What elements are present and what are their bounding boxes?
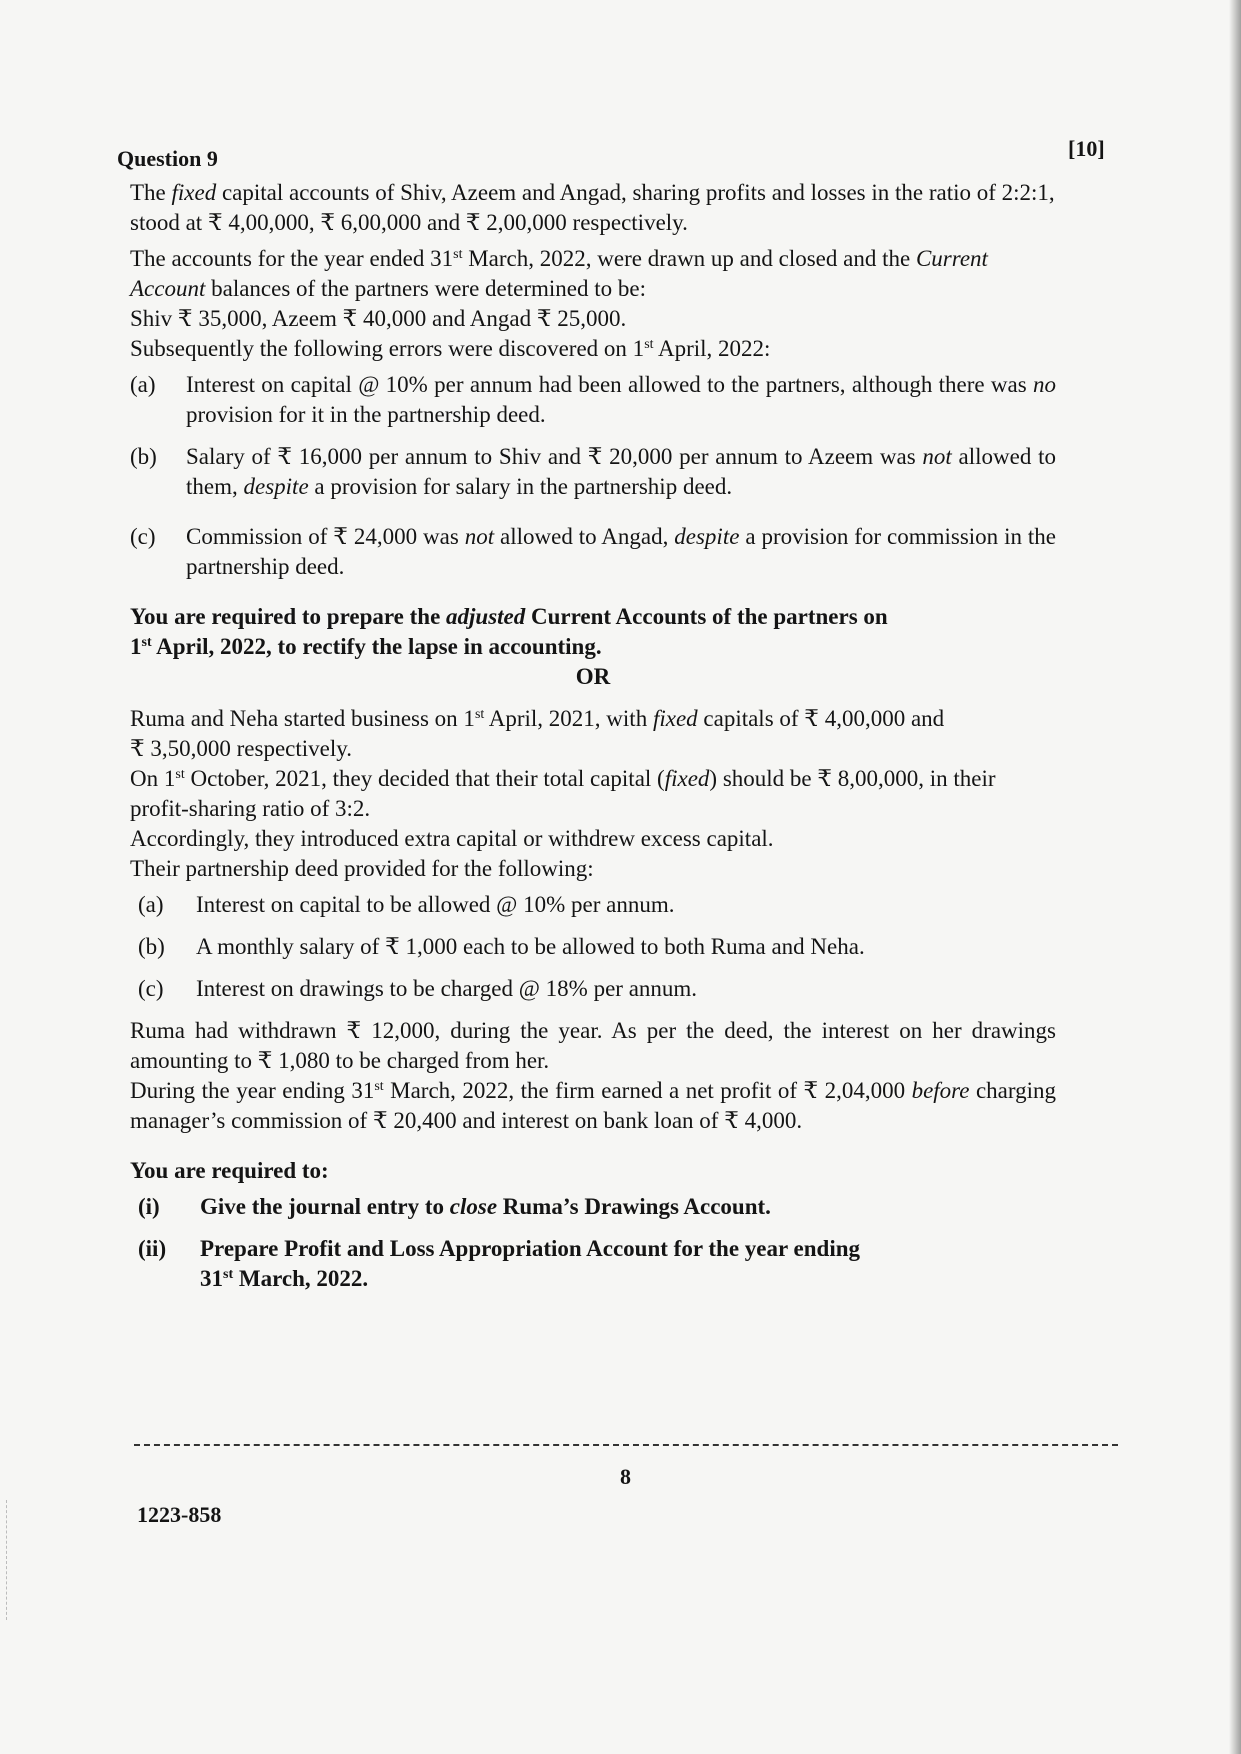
paragraph-deed: Their partnership deed provided for the following: [130, 856, 594, 881]
margin-marks [6, 1500, 9, 1620]
or-separator: OR [575, 664, 611, 689]
paragraph-balances: Shiv ₹ 35,000, Azeem ₹ 40,000 and Angad ₹ 25,000. [130, 306, 627, 331]
question-body [130, 178, 1056, 1294]
error-item-c: (c) Commission of ₹ 24,000 was not allowed to Angad, despite a provision for commission in the partnership deed. [130, 524, 1056, 579]
paragraph-drawings: Ruma had withdrawn ₹ 12,000, during the year. As per the deed, the interest on her drawings amounting to ₹ 1,080 to be charged from her. [130, 1018, 1056, 1073]
paragraph-profit: During the year ending 31st March, 2022, the firm earned a net profit of ₹ 2,04,000 before charging manager’s commission of ₹ 20,400 and interest on bank loan of ₹ 4,000. [130, 1078, 1056, 1133]
requirement-b-ii: (ii) Prepare Profit and Loss Appropriation Account for the year ending 31st March, 2022. [138, 1236, 861, 1291]
question-title: Question 9 [117, 146, 218, 171]
requirement-b-i: (i) Give the journal entry to close Ruma’s Drawings Account. [138, 1194, 771, 1219]
deed-item-c: (c) Interest on drawings to be charged @ 18% per annum. [138, 976, 698, 1001]
paragraph-accounts: The accounts for the year ended 31st March, 2022, were drawn up and closed and the Current Account balances of the partners were determined to be: [130, 246, 988, 301]
question-marks: [10] [1068, 136, 1105, 161]
paragraph-october: On 1st October, 2021, they decided that their total capital (fixed) should be ₹ 8,00,000, in their profit-sharing ratio of 3:2. [130, 766, 996, 821]
paragraph-ruma-neha: Ruma and Neha started business on 1st April, 2021, with fixed capitals of ₹ 4,00,000 and ₹ 3,50,000 respectively. [130, 706, 945, 761]
error-item-a: (a) Interest on capital @ 10% per annum had been allowed to the partners, although there was no provision for it in the partnership deed. [130, 372, 1056, 427]
requirement-a: You are required to prepare the adjusted Current Accounts of the partners on 1st April, 2022, to rectify the lapse in accounting. [130, 604, 888, 659]
deed-item-a: (a) Interest on capital to be allowed @ 10% per annum. [138, 892, 675, 917]
footer-rule [134, 1444, 1118, 1446]
page-edge-shadow [1229, 0, 1241, 1754]
paragraph-intro: The fixed capital accounts of Shiv, Azeem and Angad, sharing profits and losses in the ratio of 2:2:1, stood at ₹ 4,00,000, ₹ 6,00,000 and ₹ 2,00,000 respectively. [130, 180, 1055, 235]
paragraph-accordingly: Accordingly, they introduced extra capital or withdrew excess capital. [130, 826, 774, 851]
requirement-b-heading: You are required to: [130, 1158, 329, 1183]
paper-code: 1223-858 [137, 1502, 222, 1527]
error-item-b: (b) Salary of ₹ 16,000 per annum to Shiv and ₹ 20,000 per annum to Azeem was not allowed to them, despite a provision for salary in the partnership deed. [130, 444, 1056, 499]
page-number: 8 [620, 1464, 631, 1489]
paragraph-errors: Subsequently the following errors were discovered on 1st April, 2022: [130, 336, 771, 361]
deed-item-b: (b) A monthly salary of ₹ 1,000 each to be allowed to both Ruma and Neha. [138, 934, 865, 959]
